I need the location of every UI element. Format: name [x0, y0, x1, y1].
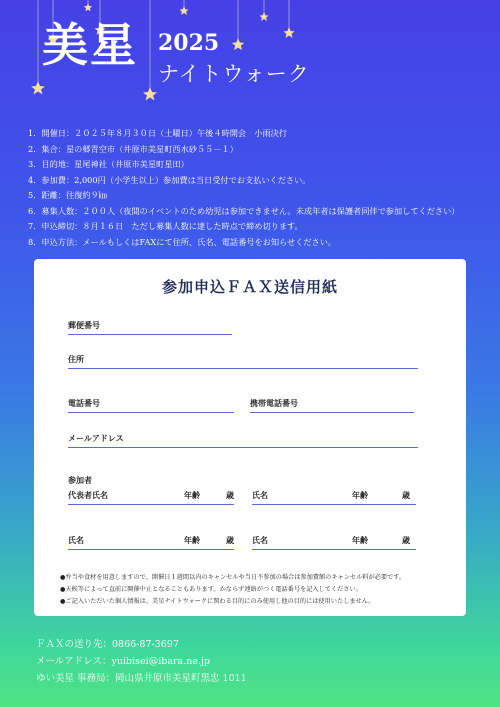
postal-code-label: 郵便番号 [68, 320, 100, 330]
participants-label: 参加者 [68, 475, 92, 485]
participant-name-field-2[interactable] [68, 535, 234, 550]
star-icon [232, 38, 245, 50]
participant-name-field-1[interactable] [252, 490, 416, 505]
event-info-list [28, 126, 478, 250]
age-label: 年齢 [184, 490, 200, 500]
event-title: 美星 [42, 18, 138, 72]
email-label: メールアドレス [68, 433, 124, 443]
age-label: 年齢 [184, 535, 200, 545]
age-unit: 歳 [402, 490, 410, 500]
participant-name-field-3[interactable] [252, 535, 416, 550]
age-label: 年齢 [352, 535, 368, 545]
star-icon [84, 3, 92, 11]
event-year: 2025 [158, 30, 220, 56]
phone-label: 電話番号 [68, 398, 100, 408]
form-notes [60, 572, 460, 608]
info-fee: 4．参加費：2,000円（小学生以上）参加費は当日受付でお支払いください。 [28, 174, 311, 185]
info-date: 1．開催日：２０２５年８月３０日（土曜日）午後４時開会 小雨決行 [28, 128, 288, 138]
name-label: 氏名 [252, 535, 268, 545]
phone-field[interactable] [68, 399, 234, 413]
mobile-phone-field[interactable] [250, 399, 414, 413]
note-cancellation: ●弁当や食材を用意しますので、開催日１週間以内のキャンセルや当日不参加の場合は参加費額のキャンセル料が必要です。 [60, 574, 406, 581]
name-label: 氏名 [252, 490, 268, 500]
star-icon [283, 27, 294, 38]
star-icon [143, 87, 157, 101]
contact-email[interactable]: メールアドレス：yuibisei@ibara.ne.jp [36, 656, 210, 667]
contact-footer [36, 636, 247, 687]
fax-number: ＦＡＸの送り先：0866-87-3697 [36, 639, 179, 650]
star-icon [259, 12, 268, 21]
info-how-to-apply: 8．申込方法：メールもしくはFAXにて住所、氏名、電話番号をお知らせください。 [28, 236, 337, 247]
info-destination: 3．目的地：星尾神社（井原市美星町星田） [28, 159, 189, 169]
age-unit: 歳 [226, 490, 234, 500]
star-icon [179, 6, 188, 15]
rep-name-field[interactable] [68, 490, 234, 505]
info-distance: 5．距離：往復約９㎞ [28, 190, 107, 200]
office-address: ゆい美星 事務局：岡山県井原市美星町黒忠 1011 [36, 673, 247, 684]
rep-name-label: 代表者氏名 [68, 490, 108, 500]
note-privacy: ●ご記入いただいた個人情報は、美星ナイトウォークに関わる目的にのみ使用し他の目的には使用いたしません。 [60, 598, 375, 605]
star-icon [31, 81, 45, 95]
name-label: 氏名 [68, 535, 84, 545]
info-capacity: 6．募集人数：２００人（夜間のイベントのため幼児は参加できません。未成年者は保護者同伴で参加してください） [28, 205, 460, 216]
info-deadline: 7．申込締切：８月１６日 ただし募集人数に達した時点で締め切ります。 [28, 221, 303, 231]
note-weather: ●天候等によって直前に開催中止となることもあります。かならず連絡がつく電話番号を記入してください。 [60, 586, 362, 593]
info-meeting-place: 2．集合：星の郷青空市（井原市美星町西水砂５５－１） [28, 143, 238, 154]
age-unit: 歳 [402, 535, 410, 545]
address-field[interactable] [68, 355, 418, 369]
fax-application-form [34, 259, 466, 616]
age-unit: 歳 [226, 535, 234, 545]
email-field[interactable] [68, 434, 418, 448]
age-label: 年齢 [352, 490, 368, 500]
mobile-phone-label: 携帯電話番号 [250, 398, 298, 408]
form-title: 参加申込ＦＡＸ送信用紙 [161, 278, 338, 296]
address-label: 住所 [68, 354, 84, 364]
postal-code-field[interactable] [68, 321, 232, 335]
event-subtitle: ナイトウォーク [158, 62, 310, 86]
